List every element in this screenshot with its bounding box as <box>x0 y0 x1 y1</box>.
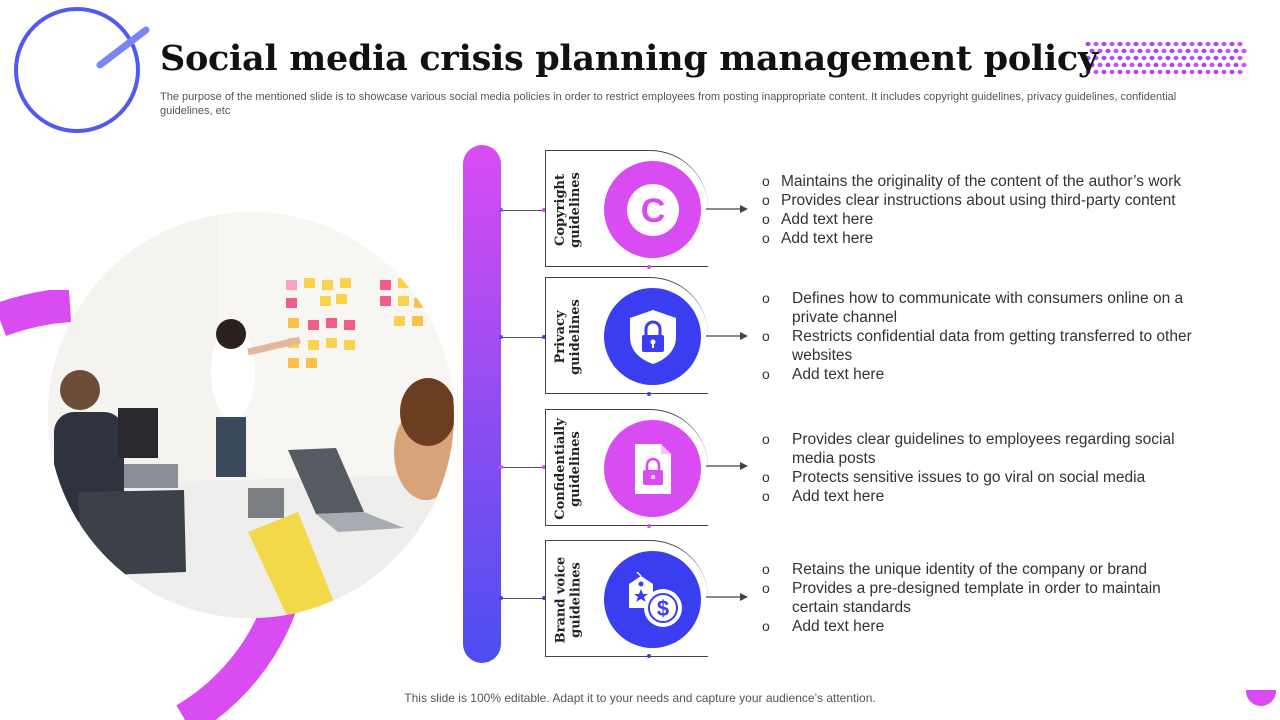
section-card-privacy <box>545 277 708 394</box>
pattern-dot <box>1189 70 1194 74</box>
pattern-dot <box>1193 63 1198 67</box>
svg-text:$: $ <box>656 595 669 621</box>
pattern-dot <box>1105 49 1110 53</box>
pattern-dot <box>1145 63 1150 67</box>
pattern-dot <box>1177 49 1182 53</box>
connector-dot <box>499 596 503 600</box>
pattern-dot <box>1225 49 1230 53</box>
bullet-item: o Defines how to communicate with consumers online on a private channel <box>762 289 1202 327</box>
connector-dot <box>499 335 503 339</box>
bullet-list-confidentially <box>762 430 1202 506</box>
pattern-dot <box>1241 63 1246 67</box>
arrow-icon <box>706 460 750 472</box>
pattern-dot <box>1197 42 1202 46</box>
bullet-item: o Maintains the originality of the content of the author’s work <box>762 172 1202 191</box>
section-label-wrap <box>546 278 590 395</box>
pattern-dot <box>1121 63 1126 67</box>
pattern-dot <box>1201 49 1206 53</box>
bullet-item: o Add text here <box>762 617 1202 636</box>
bullet-item: o Add text here <box>762 365 1202 384</box>
pattern-dot <box>1145 49 1150 53</box>
pattern-dot <box>1205 70 1210 74</box>
pattern-dot <box>1213 56 1218 60</box>
card-dot <box>647 392 651 396</box>
section-label-wrap <box>546 410 590 527</box>
pattern-dot <box>1125 56 1130 60</box>
pattern-dot <box>1237 42 1242 46</box>
page-title: Social media crisis planning management policy <box>160 38 1098 79</box>
bullet-item: o Provides a pre-designed template in order to maintain certain standards <box>762 579 1202 617</box>
svg-text:C: C <box>640 191 665 230</box>
office-meeting-photo <box>48 212 454 618</box>
pattern-dot <box>1157 42 1162 46</box>
pattern-dot <box>1109 56 1114 60</box>
pattern-dot <box>1221 42 1226 46</box>
pattern-dot <box>1169 63 1174 67</box>
pattern-dot <box>1201 63 1206 67</box>
pattern-dot <box>1137 49 1142 53</box>
connector-dot <box>499 465 503 469</box>
pattern-dot <box>1173 70 1178 74</box>
pattern-dot <box>1197 70 1202 74</box>
bullet-item: o Add text here <box>762 210 1202 229</box>
section-icon-circle <box>604 420 701 517</box>
decorative-ring <box>0 0 160 140</box>
pattern-dot <box>1125 70 1130 74</box>
pattern-dot <box>1125 42 1130 46</box>
pattern-dot <box>1165 42 1170 46</box>
pattern-dot <box>1129 49 1134 53</box>
pattern-dot <box>1241 49 1246 53</box>
pattern-dot <box>1157 56 1162 60</box>
pattern-dot <box>1173 42 1178 46</box>
pattern-dot <box>1137 63 1142 67</box>
pattern-dot <box>1153 63 1158 67</box>
pattern-dot <box>1161 63 1166 67</box>
pattern-dot <box>1165 56 1170 60</box>
pattern-dot <box>1141 56 1146 60</box>
section-card-brand-voice <box>545 540 708 657</box>
pattern-dot <box>1097 63 1102 67</box>
bullet-item: o Restricts confidential data from getting transferred to other websites <box>762 327 1202 365</box>
pattern-dot <box>1221 56 1226 60</box>
section-card-confidentially <box>545 409 708 526</box>
bullet-list-brand-voice <box>762 560 1202 636</box>
pattern-dot <box>1161 49 1166 53</box>
footer-note: This slide is 100% editable. Adapt it to your needs and capture your audience’s attention. <box>404 691 876 705</box>
arrow-icon <box>706 330 750 342</box>
card-dot <box>647 265 651 269</box>
pattern-dot <box>1181 56 1186 60</box>
copyright-icon <box>623 180 683 240</box>
pattern-dot <box>1101 42 1106 46</box>
pattern-dot <box>1141 42 1146 46</box>
section-card-copyright <box>545 150 708 267</box>
pattern-dot <box>1213 70 1218 74</box>
connector-line <box>501 337 545 338</box>
bullet-item: o Add text here <box>762 229 1202 248</box>
bullet-list-copyright <box>762 172 1202 248</box>
section-label: Copyright guidelines <box>553 171 584 248</box>
pattern-dot <box>1181 70 1186 74</box>
connector-line <box>501 467 545 468</box>
pattern-dot <box>1205 56 1210 60</box>
pattern-dot <box>1153 49 1158 53</box>
pattern-dot <box>1105 63 1110 67</box>
bullet-item: o Retains the unique identity of the company or brand <box>762 560 1202 579</box>
arrow-icon <box>706 203 750 215</box>
pattern-dot <box>1189 56 1194 60</box>
pattern-dot <box>1205 42 1210 46</box>
arrow-icon <box>706 591 750 603</box>
locked-document-icon <box>631 442 675 496</box>
pattern-dot <box>1197 56 1202 60</box>
pattern-dot <box>1237 56 1242 60</box>
connector-dot <box>499 208 503 212</box>
pattern-dot <box>1237 70 1242 74</box>
pattern-dot <box>1169 49 1174 53</box>
pattern-dot <box>1101 70 1106 74</box>
decorative-dot-pattern <box>1084 40 1250 76</box>
timeline-bar <box>463 145 501 663</box>
section-label-wrap <box>546 151 590 268</box>
pattern-dot <box>1225 63 1230 67</box>
pattern-dot <box>1173 56 1178 60</box>
section-label-wrap <box>546 541 590 658</box>
pattern-dot <box>1165 70 1170 74</box>
pattern-dot <box>1121 49 1126 53</box>
section-icon-circle <box>604 161 701 258</box>
pattern-dot <box>1193 49 1198 53</box>
pattern-dot <box>1213 42 1218 46</box>
connector-line <box>501 598 545 599</box>
card-dot <box>647 654 651 658</box>
section-label: Brand voice guidelines <box>553 556 583 643</box>
pattern-dot <box>1113 49 1118 53</box>
connector-line <box>501 210 545 211</box>
bullet-list-privacy <box>762 289 1202 384</box>
bullet-item: o Add text here <box>762 487 1202 506</box>
bullet-item: o Provides clear guidelines to employees regarding social media posts <box>762 430 1202 468</box>
pattern-dot <box>1209 63 1214 67</box>
pattern-dot <box>1157 70 1162 74</box>
pattern-dot <box>1101 56 1106 60</box>
card-dot <box>647 524 651 528</box>
pattern-dot <box>1229 56 1234 60</box>
pattern-dot <box>1117 70 1122 74</box>
pattern-dot <box>1233 63 1238 67</box>
pattern-dot <box>1129 63 1134 67</box>
pattern-dot <box>1189 42 1194 46</box>
pattern-dot <box>1217 63 1222 67</box>
pattern-dot <box>1133 56 1138 60</box>
page-subtitle: The purpose of the mentioned slide is to showcase various social media policies in order to restrict employees from posting inappropriate content. It includes copyright guidelines, privacy guidelines, confidential guidelines, etc <box>160 91 1177 117</box>
pattern-dot <box>1149 56 1154 60</box>
pattern-dot <box>1141 70 1146 74</box>
pattern-dot <box>1229 70 1234 74</box>
bullet-item: o Provides clear instructions about using third-party content <box>762 191 1202 210</box>
shield-lock-icon <box>625 307 681 367</box>
section-label: Confidentially guidelines <box>553 417 583 520</box>
pattern-dot <box>1149 42 1154 46</box>
pattern-dot <box>1109 70 1114 74</box>
bullet-item: o Protects sensitive issues to go viral on social media <box>762 468 1202 487</box>
pattern-dot <box>1149 70 1154 74</box>
pattern-dot <box>1117 42 1122 46</box>
pattern-dot <box>1233 49 1238 53</box>
pattern-dot <box>1229 42 1234 46</box>
pattern-dot <box>1181 42 1186 46</box>
price-tag-dollar-icon <box>621 572 685 628</box>
section-icon-circle <box>604 288 701 385</box>
section-label: Privacy guidelines <box>553 298 584 375</box>
pattern-dot <box>1185 63 1190 67</box>
pattern-dot <box>1217 49 1222 53</box>
pattern-dot <box>1209 49 1214 53</box>
pattern-dot <box>1221 70 1226 74</box>
pattern-dot <box>1133 70 1138 74</box>
pattern-dot <box>1117 56 1122 60</box>
pattern-dot <box>1097 49 1102 53</box>
section-icon-circle <box>604 551 701 648</box>
pattern-dot <box>1109 42 1114 46</box>
pattern-dot <box>1177 63 1182 67</box>
pattern-dot <box>1133 42 1138 46</box>
pattern-dot <box>1185 49 1190 53</box>
pattern-dot <box>1113 63 1118 67</box>
